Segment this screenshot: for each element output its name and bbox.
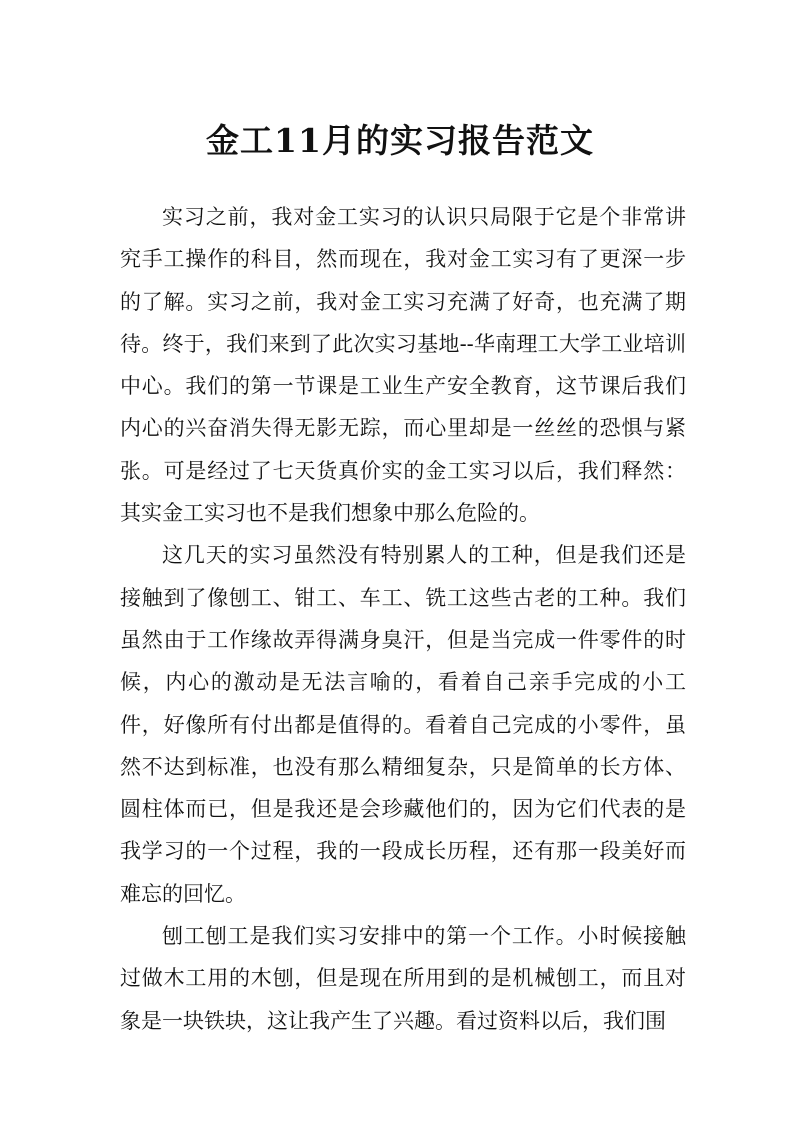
document-title: 金工11月的实习报告范文 [206,121,594,161]
paragraph-1: 实习之前，我对金工实习的认识只局限于它是个非常讲究手工操作的科目，然而现在，我对金工实习有了更深一步的了解。实习之前，我对金工实习充满了好奇，也充满了期待。终于，我们来到了此次实习基地--华南理工大学工业培训中心。我们的第一节课是工业生产安全教育，这节课后我们内心的兴奋消失得无影无踪，而心里却是一丝丝的恐惧与紧张。可是经过了七天货真价实的金工实习以后，我们释然：其实金工实习也不是我们想象中那么危险的。 [120,205,686,526]
paragraph-3: 刨工刨工是我们实习安排中的第一个工作。小时候接触过做木工用的木刨，但是现在所用到的是机械刨工，而且对象是一块铁块，这让我产生了兴趣。看过资料以后，我们围 [120,924,686,1033]
paragraph-2: 这几天的实习虽然没有特别累人的工种，但是我们还是接触到了像刨工、钳工、车工、铣工这些古老的工种。我们虽然由于工作缘故弄得满身臭汗，但是当完成一件零件的时候，内心的激动是无法言喻的，看着自己亲手完成的小工件，好像所有付出都是值得的。看着自己完成的小零件，虽然不达到标准，也没有那么精细复杂，只是简单的长方体、圆柱体而已，但是我还是会珍藏他们的，因为它们代表的是我学习的一个过程，我的一段成长历程，还有那一段美好而难忘的回忆。 [120,543,686,906]
document-body [120,196,686,1042]
